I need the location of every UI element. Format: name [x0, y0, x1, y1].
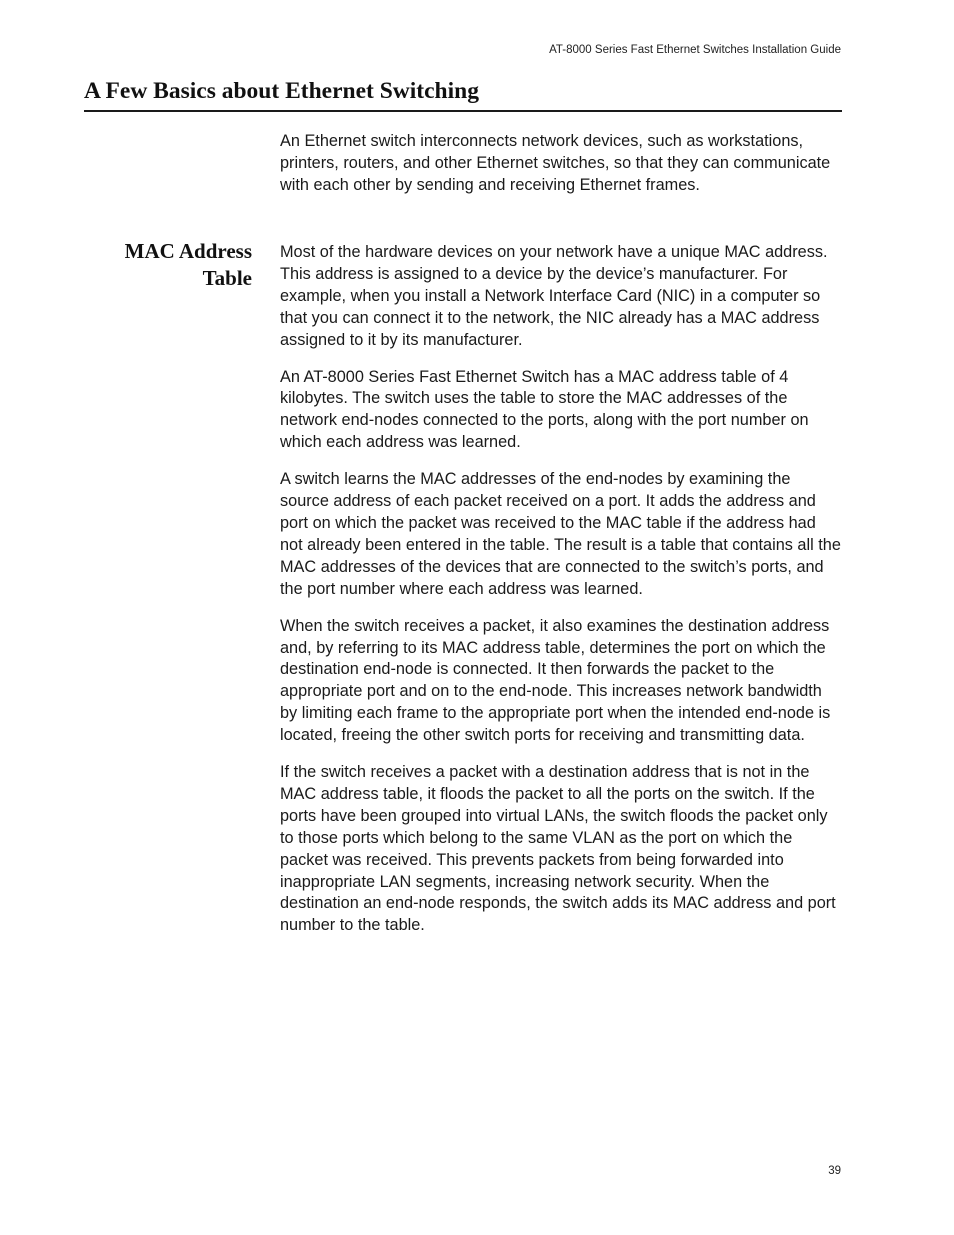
mac-table-body [280, 242, 842, 952]
page-number: 39 [828, 1165, 841, 1177]
intro-block [280, 131, 842, 212]
body-paragraph: A switch learns the MAC addresses of the end-nodes by examining the source address of each packet received on a port. It adds the address and port on which the packet was received to the MAC table if the address had not already been entered in the table. The result is a table that contains all the MAC addresses of the devices that are connected to the switch’s ports, and the port number where each address was learned. [280, 470, 841, 598]
body-paragraph: If the switch receives a packet with a destination address that is not in the MAC address table, it floods the packet to all the ports on the switch. If the ports have been grouped into virtual LANs, the switch floods the packet only to those ports which belong to the same VLAN as the port on which the packet was received. This prevents packets from being forwarded into inappropriate LAN segments, increasing network security. When the destination an end-node responds, the switch adds its MAC address and port number to the table. [280, 763, 836, 935]
heading-line-1: MAC Address [124, 239, 252, 263]
body-paragraph: An AT-8000 Series Fast Ethernet Switch has a MAC address table of 4 kilobytes. The switch uses the table to store the MAC addresses of the network end-nodes connected to the ports, along with the port number on which each address was learned. [280, 367, 809, 452]
section-title: A Few Basics about Ethernet Switching [84, 78, 479, 104]
body-paragraph: Most of the hardware devices on your network have a unique MAC address. This address is assigned to a device by the device’s manufacturer. For example, when you install a Network Interface Card (NIC) in a computer so that you can connect it to the network, the NIC already has a MAC address assigned to it by its manufacturer. [280, 243, 828, 349]
body-paragraph: When the switch receives a packet, it also examines the destination address and, by referring to its MAC address table, determines the port on which the destination end-node is connected. It then forwards the packet to the appropriate port and on to the end-node. This increases network bandwidth by limiting each frame to the appropriate port when the intended end-node is located, freeing the other switch ports for receiving and transmitting data. [280, 616, 831, 745]
heading-line-2: Table [202, 266, 252, 290]
title-rule [84, 110, 842, 112]
intro-paragraph: An Ethernet switch interconnects network devices, such as workstations, printers, routers, and other Ethernet switches, so that they can communicate with each other by sending and receiving Ethernet frames. [280, 132, 831, 194]
mac-address-table-heading [84, 238, 252, 292]
running-header: AT-8000 Series Fast Ethernet Switches Installation Guide [549, 44, 841, 56]
